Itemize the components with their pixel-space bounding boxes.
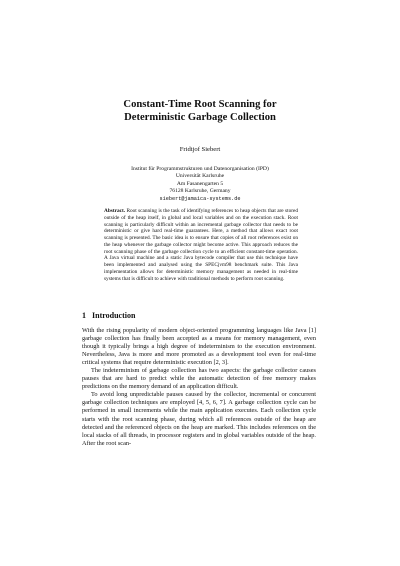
section-number: 1 [82,311,86,320]
author-affiliation [0,166,400,203]
affiliation-line: 76128 Karlsruhe, Germany [169,188,231,195]
affiliation-line: Universität Karlsruhe [175,173,225,180]
title-line-1: Constant-Time Root Scanning for [123,99,277,110]
body-text [82,327,316,448]
affiliation-line: Institut für Programmstrukturen und Datenorganisation (IPD) [131,166,269,172]
author-email: siebert@jamaica-systems.de [159,195,241,202]
title-line-2: Deterministic Garbage Collection [124,112,276,123]
paragraph: To avoid long unpredictable pauses caused by the collector, incremental or concurrent garbage collection techniques are employed [4, 5, 6, 7]. A garbage collection cycle can be performed in small increments while the main application executes. Each collection cycle starts with the root scanning phase, during which all references outside of the heap are detected and the referenced objects on the heap are marked. This includes references on the local stacks of all threads, in processor registers and in global variables outside of the heap. After the root scan- [82,391,316,447]
abstract [104,208,298,282]
paper-title [0,98,400,124]
paragraph: With the rising popularity of modern object-oriented programming languages like Java [1] garbage collection has finally been accepted as a means for memory management, even though it typically brings a high degree of indeterminism to the execution environment. Nevertheless, Java is more and more promoted as a development tool even for real-time critical systems that require deterministic execution [2, 3]. [82,327,316,367]
section-title: Introduction [92,311,136,320]
author-name: Fridtjof Siebert [179,146,221,153]
abstract-label: Abstract. [104,208,126,214]
paragraph: The indeterminism of garbage collection has two aspects: the garbage collector causes pauses that are hard to predict while the automatic detection of free memory makes predictions on the memory demand of an application difficult. [82,367,316,391]
affiliation-line: Am Fasanengarten 5 [176,180,224,187]
section-heading [82,311,135,320]
abstract-text: Root scanning is the task of identifying references to heap objects that are stored outside of the heap itself, in global and local variables and on the execution stack. Root scanning is particularly difficult within an incremental garbage collector that needs to be deterministic or give hard real-time guarantees. Here, a method that allows exact root scanning is presented. The basic idea is to ensure that copies of all root references exist on the heap whenever the garbage collector might become active. This approach reduces the root scanning phase of the garbage collection cycle to an efficient constant-time operation. A Java virtual machine and a static Java bytecode compiler that use this technique have been implemented and analysed using the SPECjvm98 benchmark suite. This Java implementation allows for deterministic memory management as needed in real-time systems that is difficult to achieve with traditional methods to perform root scanning. [104,208,298,282]
